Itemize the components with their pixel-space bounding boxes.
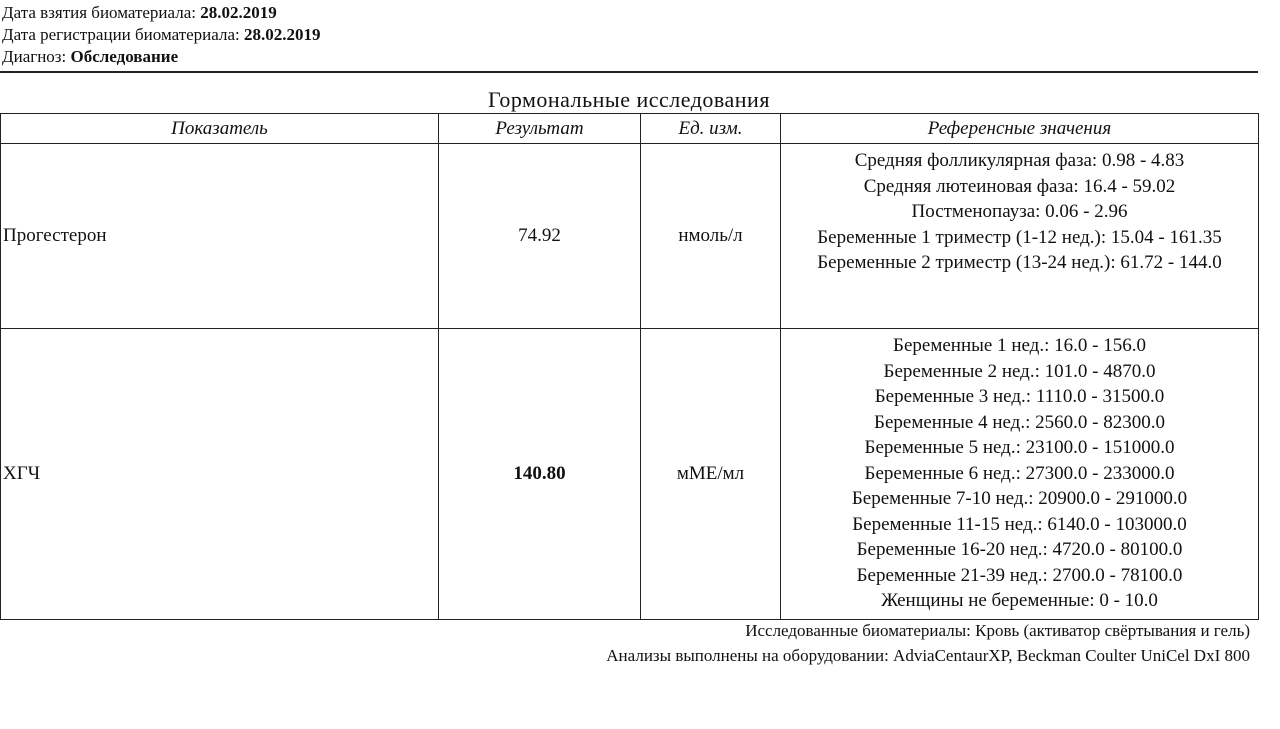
column-header-result: Результат (439, 114, 641, 144)
reference-line: Беременные 16-20 нед.: 4720.0 - 80100.0 (856, 539, 1183, 560)
results-table (0, 113, 1259, 620)
reference-line: Средняя лютеиновая фаза: 16.4 - 59.02 (863, 175, 1176, 197)
column-header-reference: Референсные значения (781, 114, 1259, 144)
reference-line: Беременные 3 нед.: 1110.0 - 31500.0 (874, 386, 1165, 407)
biomaterials-note: Исследованные биоматериалы: Кровь (активатор свёртывания и гель) (745, 621, 1250, 640)
reference-line: Беременные 4 нед.: 2560.0 - 82300.0 (874, 411, 1165, 433)
reference-values (781, 329, 1259, 620)
section-title: Гормональные исследования (488, 87, 770, 112)
registration-date-line (2, 24, 320, 46)
reference-line: Беременные 1 триместр (1-12 нед.): 15.04 - 161.35 (817, 226, 1222, 248)
collection-date-label: Дата взятия биоматериала: (2, 3, 196, 22)
reference-line: Беременные 6 нед.: 27300.0 - 233000.0 (864, 462, 1175, 484)
reference-line: Беременные 5 нед.: 23100.0 - 151000.0 (864, 437, 1175, 458)
collection-date-line (2, 2, 320, 24)
reference-values (781, 144, 1259, 329)
reference-line: Беременные 7-10 нед.: 20900.0 - 291000.0 (851, 488, 1188, 509)
equipment-note: Анализы выполнены на оборудовании: AdviaCentaurXP, Beckman Coulter UniCel DxI 800 (606, 646, 1250, 665)
reference-line: Женщины не беременные: 0 - 10.0 (881, 590, 1158, 611)
report-header (2, 2, 320, 68)
reference-line: Беременные 21-39 нед.: 2700.0 - 78100.0 (856, 564, 1183, 586)
collection-date-value: 28.02.2019 (200, 3, 277, 22)
diagnosis-label: Диагноз: (2, 47, 67, 66)
report-footer (606, 618, 1250, 668)
registration-date-label: Дата регистрации биоматериала: (2, 25, 240, 44)
reference-line: Беременные 2 нед.: 101.0 - 4870.0 (883, 360, 1156, 382)
table-row (1, 144, 1259, 329)
diagnosis-value: Обследование (70, 47, 179, 66)
reference-line: Беременные 11-15 нед.: 6140.0 - 103000.0 (852, 513, 1187, 535)
registration-date-value: 28.02.2019 (243, 25, 321, 44)
column-header-unit: Ед. изм. (641, 114, 781, 144)
result-value: 140.80 (439, 329, 641, 620)
reference-line: Беременные 1 нед.: 16.0 - 156.0 (893, 335, 1146, 356)
table-row (1, 329, 1259, 620)
column-header-parameter: Показатель (1, 114, 439, 144)
reference-line: Постменопауза: 0.06 - 2.96 (911, 201, 1128, 222)
result-value: 74.92 (439, 144, 641, 329)
unit-value: нмоль/л (641, 144, 781, 329)
unit-value: мМЕ/мл (641, 329, 781, 620)
reference-line: Беременные 2 триместр (13-24 нед.): 61.72 - 144.0 (817, 252, 1222, 273)
table-header-row (1, 114, 1259, 144)
diagnosis-line (2, 46, 320, 68)
parameter-name: ХГЧ (1, 329, 439, 620)
header-divider (0, 71, 1258, 73)
reference-line: Средняя фолликулярная фаза: 0.98 - 4.83 (854, 150, 1185, 171)
parameter-name: Прогестерон (1, 144, 439, 329)
